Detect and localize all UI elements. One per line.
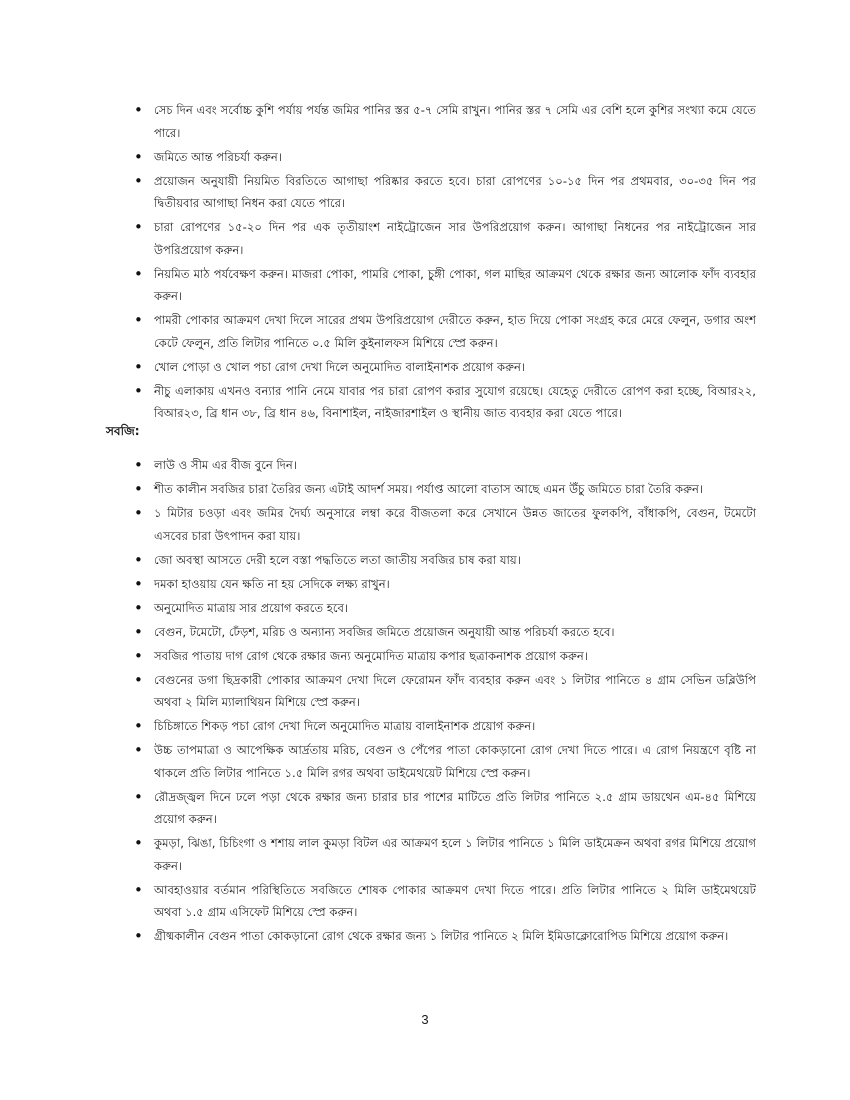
page-number: 3 xyxy=(421,1012,429,1027)
list-item: • নিয়মিত মাঠ পর্যবেক্ষণ করুন। মাজরা পোকা, পামরি পোকা, চুঙ্গী পোকা, গল মাছির আক্রমণ থেকে রক্ষার জন্য আলোক ফাঁদ ব্যবহার করুন। xyxy=(108,263,756,308)
list-item: • অনুমোদিত মাত্রায় সার প্রয়োগ করতে হবে। xyxy=(108,597,756,620)
list-item: • পামরী পোকার আক্রমণ দেখা দিলে সারের প্রথম উপরিপ্রয়োগ দেরীতে করুন, হাত দিয়ে পোকা সংগ্রহ করে মেরে ফেলুন, ডগার অংশ কেটে ফেলুন, প্রতি লিটার পানিতে ০.৫ মিলি কুইনালফস মিশিয়ে স্প্রে করুন। xyxy=(108,309,756,354)
list-item: • কুমড়া, ঝিঙা, চিচিংগা ও শশায় লাল কুমড়া বিটল এর আক্রমণ হলে ১ লিটার পানিতে ১ মিলি ডাইমেক্রন অথবা রগর মিশিয়ে প্রয়োগ করুন। xyxy=(108,832,756,877)
section-heading-vegetables: সবজি: xyxy=(106,424,140,438)
list-item: • চারা রোপণের ১৫-২০ দিন পর এক তৃতীয়াংশ নাইট্রোজেন সার উপরিপ্রয়োগ করুন। আগাছা নিধনের পর নাইট্রোজেন সার উপরিপ্রয়োগ করুন। xyxy=(108,216,756,261)
list-item: • দমকা হাওয়ায় যেন ক্ষতি না হয় সেদিকে লক্ষ্য রাখুন। xyxy=(108,573,756,596)
list-item: • খোল পোড়া ও খোল পচা রোগ দেখা দিলে অনুমোদিত বালাইনাশক প্রয়োগ করুন। xyxy=(108,356,756,379)
paddy-advice-list xyxy=(108,99,756,426)
list-item: • রৌদ্রজ্জ্বল দিনে ঢলে পড়া থেকে রক্ষার জন্য চারার চার পাশের মাটিতে প্রতি লিটার পানিতে ২.৫ গ্রাম ডায়থেন এম-৪৫ মিশিয়ে প্রয়োগ করুন। xyxy=(108,786,756,831)
list-item: • জমিতে আন্ত পরিচর্যা করুন। xyxy=(108,146,756,169)
list-item: • গ্রীষ্মকালীন বেগুন পাতা কোকড়ানো রোগ থেকে রক্ষার জন্য ১ লিটার পানিতে ২ মিলি ইমিডাক্লোরোপিড মিশিয়ে প্রয়োগ করুন। xyxy=(108,925,756,948)
list-item: • জো অবস্থা আসতে দেরী হলে বস্তা পদ্ধতিতে লতা জাতীয় সবজির চাষ করা যায়। xyxy=(108,549,756,572)
list-item: • লাউ ও সীম এর বীজ বুনে দিন। xyxy=(108,454,756,477)
list-item: • চিচিঙ্গাতে শিকড় পচা রোগ দেখা দিলে অনুমোদিত মাত্রায় বালাইনাশক প্রয়োগ করুন। xyxy=(108,715,756,738)
vegetable-advice-list xyxy=(108,454,756,949)
list-item: • আবহাওয়ার বর্তমান পরিস্থিতিতে সবজিতে শোষক পোকার আক্রমণ দেখা দিতে পারে। প্রতি লিটার পানিতে ২ মিলি ডাইমেথয়েট অথবা ১.৫ গ্রাম এসিফেট মিশিয়ে স্প্রে করুন। xyxy=(108,879,756,924)
list-item: • শীত কালীন সবজির চারা তৈরির জন্য এটাই আদর্শ সময়। পর্যাপ্ত আলো বাতাস আছে এমন উঁচু জমিতে চারা তৈরি করুন। xyxy=(108,478,756,501)
list-item: • ১ মিটার চওড়া এবং জমির দৈর্ঘ্য অনুসারে লম্বা করে বীজতলা করে সেখানে উন্নত জাতের ফুলকপি, বাঁধাকপি, বেগুন, টমেটো এসবের চারা উৎপাদন করা যায়। xyxy=(108,502,756,547)
list-item: • নীচু এলাকায় এখনও বন্যার পানি নেমে যাবার পর চারা রোপণ করার সুযোগ রয়েছে। যেহেতু দেরীতে রোপণ করা হচ্ছে, বিআর২২, বিআর২৩, ব্রি ধান ৩৮, ব্রি ধান ৪৬, বিনাশাইল, নাইজারশাইল ও স্থানীয় জাত ব্যবহার করা যেতে পারে। xyxy=(108,380,756,425)
list-item: • সেচ দিন এবং সর্বোচ্চ কুশি পর্যায় পর্যন্ত জমির পানির স্তর ৫-৭ সেমি রাখুন। পানির স্তর ৭ সেমি এর বেশি হলে কুশির সংখ্যা কমে যেতে পারে। xyxy=(108,99,756,144)
list-item: • উচ্চ তাপমাত্রা ও আপেক্ষিক আর্দ্রতায় মরিচ, বেগুন ও পেঁপের পাতা কোকড়ানো রোগ দেখা দিতে পারে। এ রোগ নিয়ন্ত্রণে বৃষ্টি না থাকলে প্রতি লিটার পানিতে ১.৫ মিলি রগর অথবা ডাইমেথয়েট মিশিয়ে স্প্রে করুন। xyxy=(108,739,756,784)
list-item: • বেগুন, টমেটো, ঢেঁড়শ, মরিচ ও অন্যান্য সবজির জমিতে প্রয়োজন অনুযায়ী আন্ত পরিচর্যা করতে হবে। xyxy=(108,621,756,644)
list-item: • প্রয়োজন অনুযায়ী নিয়মিত বিরতিতে আগাছা পরিষ্কার করতে হবে। চারা রোপণের ১০-১৫ দিন পর প্রথমবার, ৩০-৩৫ দিন পর দ্বিতীয়বার আগাছা নিধন করা যেতে পারে। xyxy=(108,170,756,215)
list-item: • সবজির পাতায় দাগ রোগ থেকে রক্ষার জন্য অনুমোদিত মাত্রায় কপার ছত্রাকনাশক প্রয়োগ করুন। xyxy=(108,645,756,668)
list-item: • বেগুনের ডগা ছিদ্রকারী পোকার আক্রমণ দেখা দিলে ফেরোমন ফাঁদ ব্যবহার করুন এবং ১ লিটার পানিতে ৪ গ্রাম সেভিন ডব্লিউপি অথবা ২ মিলি ম্যালাথিয়ন মিশিয়ে স্প্রে করুন। xyxy=(108,669,756,714)
